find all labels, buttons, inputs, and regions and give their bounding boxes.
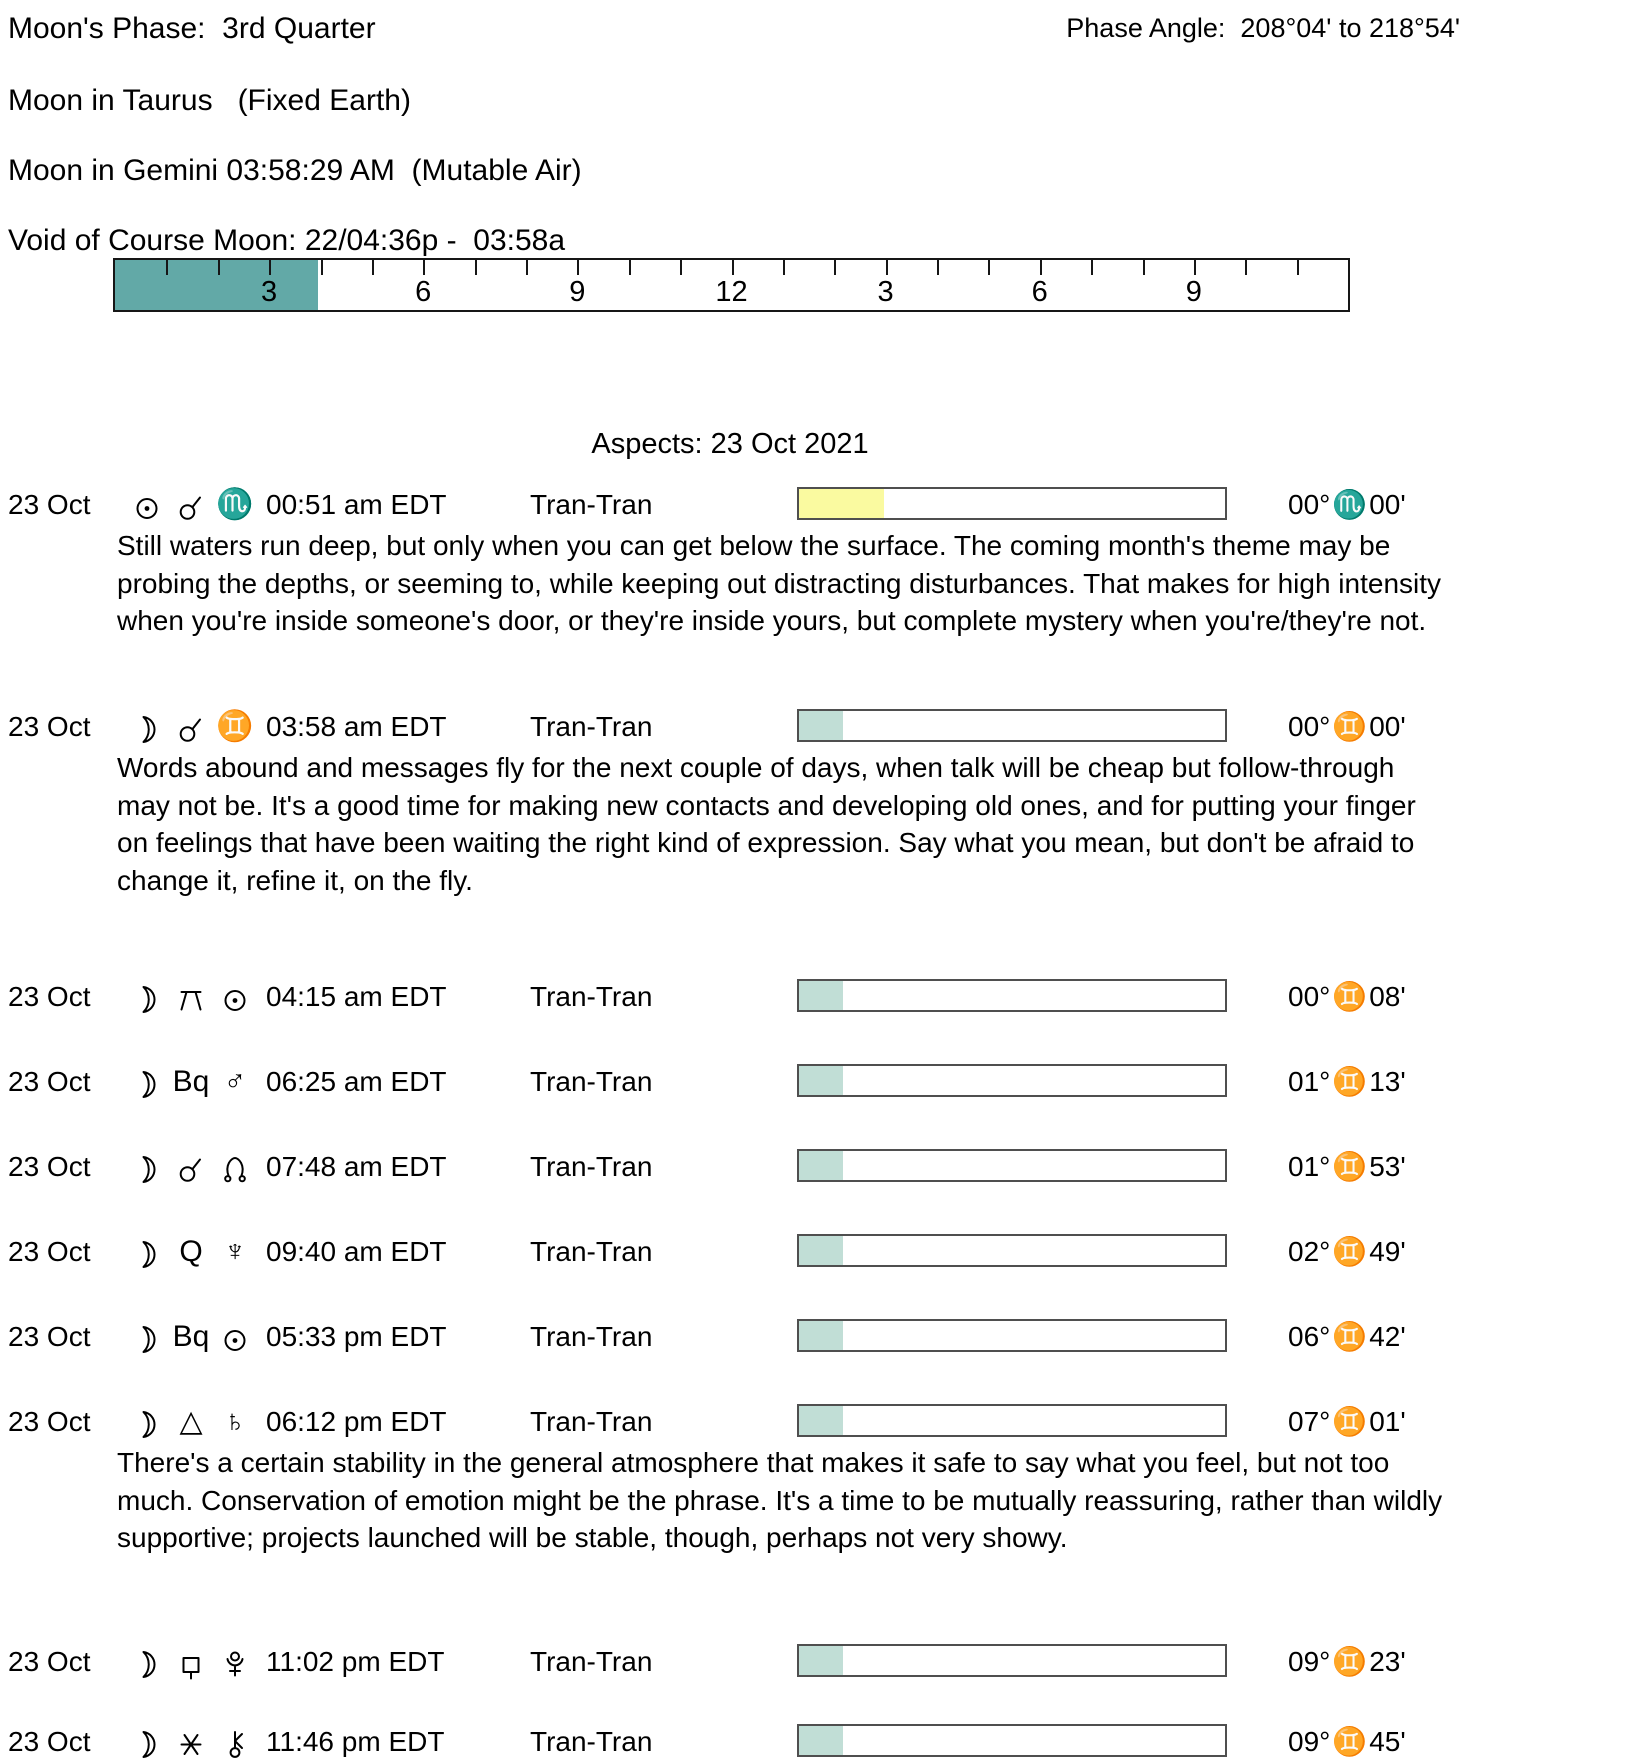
aspect-strength-fill	[799, 1726, 843, 1755]
hour-label: 12	[715, 276, 748, 308]
conjunction-icon	[172, 488, 210, 523]
aspect-time: 11:02 pm EDT	[266, 1646, 445, 1677]
scorpio-icon: ♏	[216, 488, 254, 521]
moon-icon	[128, 1725, 166, 1760]
biquintile-icon: Bq	[172, 1320, 210, 1353]
aspect-date: 23 Oct	[8, 1236, 91, 1267]
saturn-icon: ♄	[223, 1405, 247, 1438]
hour-tick	[1143, 260, 1145, 275]
hour-tick	[783, 260, 785, 275]
north-node-icon	[216, 1150, 254, 1185]
void-of-course-line: Void of Course Moon: 22/04:36p - 03:58a	[8, 224, 566, 257]
aspect-strength-fill	[799, 711, 843, 740]
phase-angle-line: Phase Angle: 208°04' to 218°54'	[1066, 13, 1460, 43]
hour-tick	[166, 260, 168, 275]
aspect-degree: 00°♊00'	[1288, 711, 1406, 742]
sesquiquadrate-icon	[172, 1645, 210, 1680]
aspect-description: There's a certain stability in the general atmosphere that makes it safe to say what you feel, but not too much. Conservation of emotion might be the phrase. It's a time to be mutually reassuring, rather than wildly supportive; projects launched will be stable, though, perhaps not very showy.	[117, 1447, 1443, 1553]
aspect-type: Tran-Tran	[530, 1066, 653, 1097]
aspect-date: 23 Oct	[8, 1066, 91, 1097]
hour-tick	[1091, 260, 1093, 275]
moon-in-gemini-line: Moon in Gemini 03:58:29 AM (Mutable Air)	[8, 154, 582, 187]
aspect-strength-bar	[797, 1724, 1227, 1757]
hour-label: 3	[261, 276, 278, 308]
aspect-strength-fill	[799, 1646, 843, 1675]
hour-tick	[988, 260, 990, 275]
aspects-title: Aspects: 23 Oct 2021	[591, 428, 869, 460]
moon-icon	[128, 980, 166, 1015]
aspect-type: Tran-Tran	[530, 1321, 653, 1352]
hour-label: 9	[1185, 276, 1202, 308]
aspect-degree: 02°♊49'	[1288, 1236, 1406, 1267]
aspect-type: Tran-Tran	[530, 489, 653, 520]
gemini-icon: ♊	[216, 710, 254, 743]
scorpio-icon: ♏	[1332, 489, 1368, 520]
aspect-strength-bar	[797, 1064, 1227, 1097]
aspect-date: 23 Oct	[8, 1646, 91, 1677]
aspect-date: 23 Oct	[8, 711, 91, 742]
moon-icon	[128, 1150, 166, 1185]
hour-tick	[1297, 260, 1299, 275]
hour-tick	[577, 260, 579, 275]
aspect-strength-fill	[799, 489, 884, 518]
aspect-description: Still waters run deep, but only when you can get below the surface. The coming month's theme may be probing the depths, or seeming to, while keeping out distracting disturbances. That makes for high intensity when you're inside someone's door, or they're inside yours, but complete mystery when you're/they're not.	[117, 530, 1442, 636]
aspect-strength-bar	[797, 709, 1227, 742]
quintile-icon: Q	[179, 1235, 203, 1268]
gemini-icon: ♊	[1332, 1321, 1368, 1352]
aspect-time: 04:15 am EDT	[266, 981, 447, 1012]
gemini-icon: ♊	[1332, 1236, 1368, 1267]
aspect-date: 23 Oct	[8, 1406, 91, 1437]
trine-icon: △	[179, 1405, 203, 1438]
aspect-type: Tran-Tran	[530, 1151, 653, 1182]
hour-tick	[886, 260, 888, 275]
moon-icon	[128, 1320, 166, 1355]
aspect-type: Tran-Tran	[530, 1646, 653, 1677]
aspect-strength-bar	[797, 979, 1227, 1012]
neptune-icon: ♆	[223, 1235, 247, 1268]
moon-icon	[128, 1405, 166, 1440]
hour-tick	[475, 260, 477, 275]
aspect-strength-fill	[799, 1406, 843, 1435]
aspect-degree: 00°♏00'	[1288, 489, 1406, 520]
hour-tick	[834, 260, 836, 275]
aspect-time: 07:48 am EDT	[266, 1151, 447, 1182]
aspect-degree: 09°♊23'	[1288, 1646, 1406, 1677]
aspect-degree: 01°♊13'	[1288, 1066, 1406, 1097]
gemini-icon: ♊	[1332, 1646, 1368, 1677]
aspect-strength-bar	[797, 1644, 1227, 1677]
conjunction-icon	[172, 1150, 210, 1185]
aspect-time: 05:33 pm EDT	[266, 1321, 447, 1352]
aspect-type: Tran-Tran	[530, 1406, 653, 1437]
void-timeline-ruler	[113, 258, 1350, 312]
sextile-icon	[172, 1725, 210, 1760]
aspect-time: 06:25 am EDT	[266, 1066, 447, 1097]
gemini-icon: ♊	[1332, 981, 1368, 1012]
hour-tick	[1040, 260, 1042, 275]
sun-icon	[216, 980, 254, 1015]
aspect-degree: 07°♊01'	[1288, 1406, 1406, 1437]
moon-icon	[128, 710, 166, 745]
aspect-date: 23 Oct	[8, 1726, 91, 1757]
hour-label: 6	[415, 276, 432, 308]
aspect-strength-bar	[797, 487, 1227, 520]
gemini-icon: ♊	[1332, 1726, 1368, 1757]
hour-tick	[218, 260, 220, 275]
aspect-strength-fill	[799, 1236, 843, 1265]
aspect-time: 11:46 pm EDT	[266, 1726, 445, 1757]
moons-phase-line: Moon's Phase: 3rd Quarter	[8, 12, 376, 45]
aspect-strength-fill	[799, 981, 843, 1010]
sun-icon	[216, 1320, 254, 1355]
hour-tick	[680, 260, 682, 275]
aspect-strength-bar	[797, 1234, 1227, 1267]
aspect-time: 03:58 am EDT	[266, 711, 447, 742]
aspect-date: 23 Oct	[8, 1321, 91, 1352]
aspect-strength-fill	[799, 1321, 843, 1350]
hour-tick	[526, 260, 528, 275]
aspect-strength-bar	[797, 1404, 1227, 1437]
aspect-date: 23 Oct	[8, 981, 91, 1012]
aspect-degree: 09°♊45'	[1288, 1726, 1406, 1757]
quincunx-icon	[172, 980, 210, 1015]
aspect-type: Tran-Tran	[530, 711, 653, 742]
hour-tick	[629, 260, 631, 275]
mars-icon: ♂	[223, 1065, 247, 1098]
hour-tick	[732, 260, 734, 275]
aspect-type: Tran-Tran	[530, 981, 653, 1012]
aspect-degree: 01°♊53'	[1288, 1151, 1406, 1182]
gemini-icon: ♊	[1332, 711, 1368, 742]
sun-icon	[128, 488, 166, 523]
aspect-type: Tran-Tran	[530, 1726, 653, 1757]
aspect-description: Words abound and messages fly for the next couple of days, when talk will be cheap but follow-through may not be. It's a good time for making new contacts and developing old ones, and for putting your finger on feelings that have been waiting the right kind of expression. Say what you mean, but don't be afraid to change it, refine it, on the fly.	[117, 752, 1416, 896]
hour-tick	[321, 260, 323, 275]
aspect-time: 09:40 am EDT	[266, 1236, 447, 1267]
aspect-degree: 00°♊08'	[1288, 981, 1406, 1012]
moon-icon	[128, 1065, 166, 1100]
gemini-icon: ♊	[1332, 1151, 1368, 1182]
chiron-icon	[216, 1725, 254, 1760]
aspect-strength-bar	[797, 1149, 1227, 1182]
void-period-fill	[115, 260, 318, 310]
hour-tick	[423, 260, 425, 275]
aspect-strength-bar	[797, 1319, 1227, 1352]
gemini-icon: ♊	[1332, 1066, 1368, 1097]
moon-in-taurus-line: Moon in Taurus (Fixed Earth)	[8, 84, 411, 117]
hour-tick	[1245, 260, 1247, 275]
hour-tick	[269, 260, 271, 275]
aspect-type: Tran-Tran	[530, 1236, 653, 1267]
hour-tick	[1194, 260, 1196, 275]
biquintile-icon: Bq	[172, 1065, 210, 1098]
hour-label: 9	[569, 276, 586, 308]
pluto-icon	[216, 1645, 254, 1680]
hour-tick	[937, 260, 939, 275]
aspect-date: 23 Oct	[8, 1151, 91, 1182]
gemini-icon: ♊	[1332, 1406, 1368, 1437]
aspect-strength-fill	[799, 1066, 843, 1095]
moon-icon	[128, 1645, 166, 1680]
moon-icon	[128, 1235, 166, 1270]
hour-tick	[372, 260, 374, 275]
aspect-degree: 06°♊42'	[1288, 1321, 1406, 1352]
aspect-date: 23 Oct	[8, 489, 91, 520]
conjunction-icon	[172, 710, 210, 745]
aspect-time: 06:12 pm EDT	[266, 1406, 447, 1437]
aspect-strength-fill	[799, 1151, 843, 1180]
hour-label: 3	[877, 276, 894, 308]
hour-label: 6	[1031, 276, 1048, 308]
aspect-time: 00:51 am EDT	[266, 489, 447, 520]
